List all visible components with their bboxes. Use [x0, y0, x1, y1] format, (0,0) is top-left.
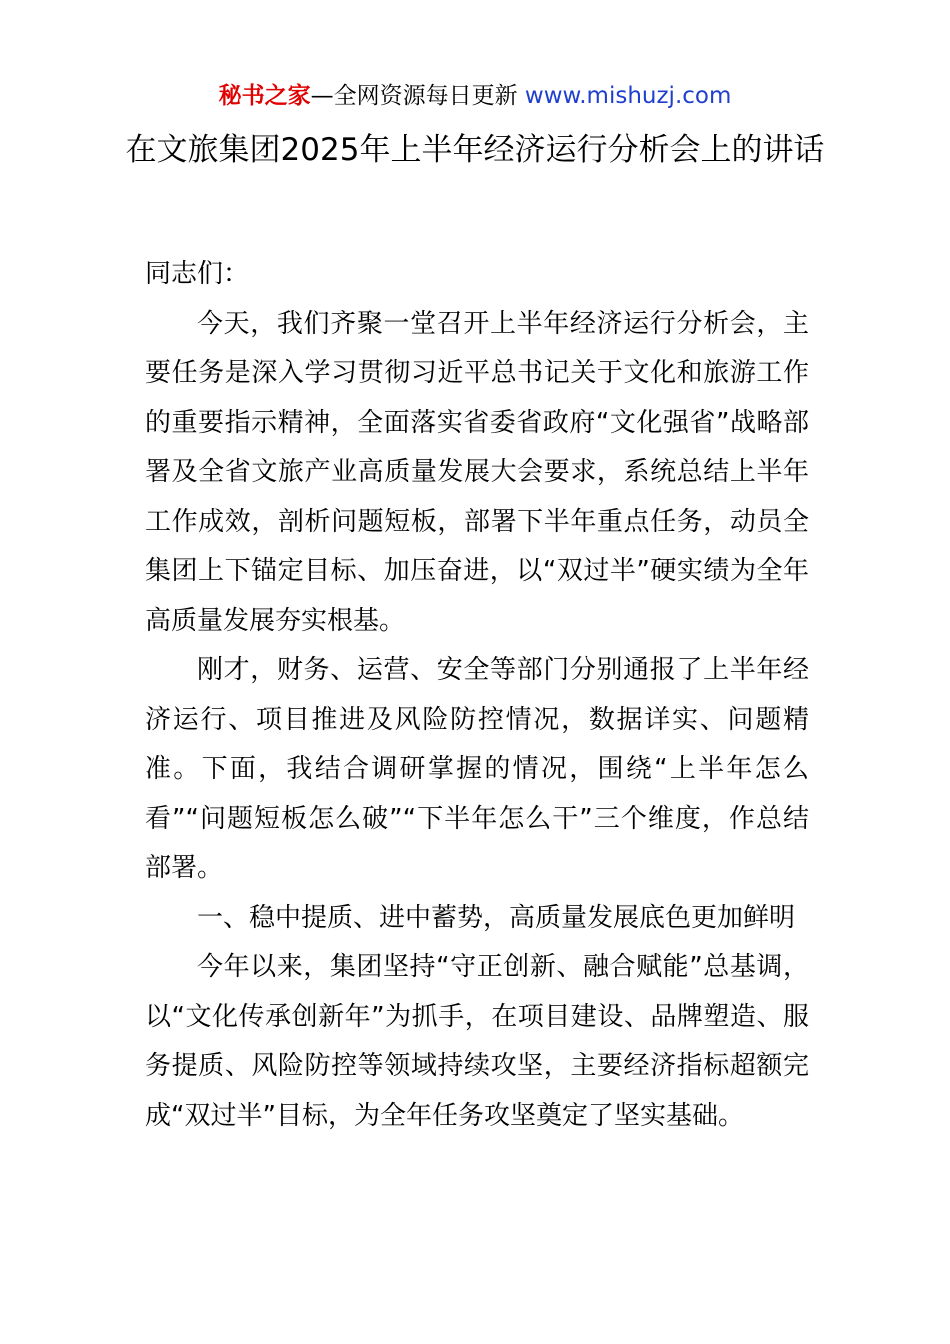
site-url: www.mishuzj.com	[524, 83, 732, 109]
header-tagline: —全网资源每日更新	[310, 83, 525, 109]
body-paragraph-2: 刚才，财务、运营、安全等部门分别通报了上半年经济运行、项目推进及风险防控情况，数据详实、问题精准。下面，我结合调研掌握的情况，围绕“上半年怎么看”“问题短板怎么破”“下半年怎么干”三个维度，作总结部署。	[145, 655, 809, 883]
document-body	[145, 250, 809, 1141]
section-heading-1: 一、稳中提质、进中蓄势，高质量发展底色更加鲜明	[197, 902, 796, 933]
document-title: 在文旅集团2025年上半年经济运行分析会上的讲话	[125, 132, 825, 168]
salutation: 同志们：	[145, 259, 250, 289]
header-banner	[0, 80, 950, 112]
body-paragraph-1: 今天，我们齐聚一堂召开上半年经济运行分析会，主要任务是深入学习贯彻习近平总书记关于文化和旅游工作的重要指示精神，全面落实省委省政府“文化强省”战略部署及全省文旅产业高质量发展大会要求，系统总结上半年工作成效，剖析问题短板，部署下半年重点任务，动员全集团上下锚定目标、加压奋进，以“双过半”硬实绩为全年高质量发展夯实根基。	[145, 308, 809, 636]
section-paragraph-1: 今年以来，集团坚持“守正创新、融合赋能”总基调，以“文化传承创新年”为抓手，在项目建设、品牌塑造、服务提质、风险防控等领域持续攻坚，主要经济指标超额完成“双过半”目标，为全年任务攻坚奠定了坚实基础。	[145, 952, 809, 1131]
brand-name: 秘书之家	[218, 83, 311, 109]
